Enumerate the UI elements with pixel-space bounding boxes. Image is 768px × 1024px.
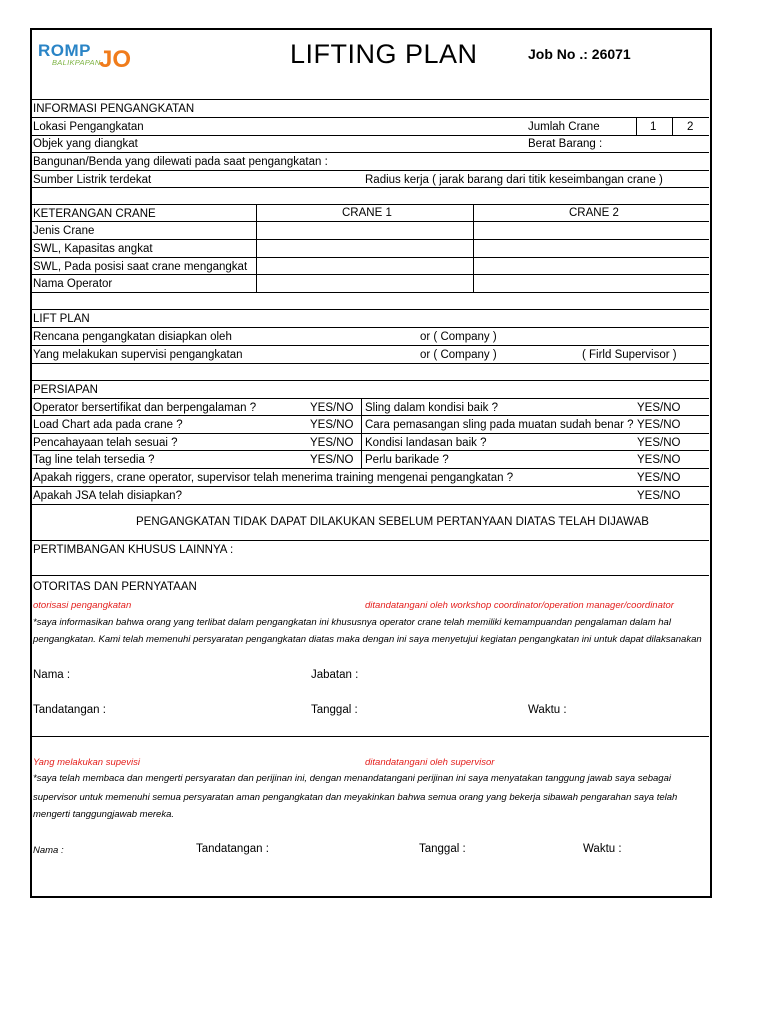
authorization-statement: *saya informasikan bahwa orang yang terlibat dalam pengangkatan ini khususnya operator crane telah memiliki kemampuandan pengalaman dalam hal [33,617,671,628]
checklist-answer[interactable]: YES/NO [310,419,354,431]
company-logo-subtext: BALIKPAPAN [52,58,101,67]
divider [31,309,709,310]
crane-row-label: Jenis Crane [33,225,95,237]
bangunan-label: Bangunan/Benda yang dilewati pada saat pengangkatan : [33,156,328,168]
authorization-statement: pengangkatan. Kami telah memenuhi persyaratan pengangkatan diatas maka dengan ini saya menyetujui kegiatan pengangkatan ini untuk dapat dilaksanakan [33,634,702,645]
checklist-question: Apakah riggers, crane operator, supervisor telah menerima training mengenai pengangkatan ? [33,472,514,484]
crane-heading: KETERANGAN CRANE [33,208,156,220]
crane-1-header: CRANE 1 [342,207,392,219]
divider [473,204,474,292]
divider [31,152,709,153]
warning-notice: PENGANGKATAN TIDAK DAPAT DILAKUKAN SEBELUM PERTANYAAN DIATAS TELAH DIJAWAB [136,516,649,528]
tandatangan-label-2: Tandatangan : [196,843,269,855]
divider [361,398,362,468]
persiapan-heading: PERSIAPAN [33,384,98,396]
checklist-answer[interactable]: YES/NO [310,454,354,466]
crane-2-header: CRANE 2 [569,207,619,219]
nama-label-2: Nama : [33,845,64,856]
page-title: LIFTING PLAN [290,39,478,69]
checklist-answer[interactable]: YES/NO [637,437,681,449]
divider [31,274,709,275]
rencana-company: or ( Company ) [420,331,497,343]
divider [31,345,709,346]
tandatangan-label: Tandatangan : [33,704,106,716]
jumlah-crane-label: Jumlah Crane [528,121,600,133]
divider [31,468,709,469]
rencana-label: Rencana pengangkatan disiapkan oleh [33,331,232,343]
divider [31,170,709,171]
nama-label: Nama : [33,669,71,681]
supervision-statement: *saya telah membaca dan mengerti persyaratan dan perijinan ini, dengan menandatangani perijinan ini saya menyatakan tanggung jawab saya sebagai [33,773,671,784]
job-number: Job No .: 26071 [528,46,631,62]
divider [31,380,709,381]
berat-label: Berat Barang : [528,138,603,150]
radius-label: Radius kerja ( jarak barang dari titik keseimbangan crane ) [365,174,663,186]
divider [31,221,709,222]
jabatan-label: Jabatan : [311,669,359,681]
divider [31,486,709,487]
divider [31,736,709,737]
checklist-answer[interactable]: YES/NO [310,437,354,449]
divider [31,450,709,451]
lokasi-label: Lokasi Pengangkatan [33,121,144,133]
divider [31,292,709,293]
supervision-signer: ditandatangani oleh supervisor [365,757,495,768]
company-logo-accent: JO [99,46,132,73]
checklist-question: Tag line telah tersedia ? [33,454,155,466]
divider [672,117,673,135]
company-logo-text: ROMP [38,41,91,60]
divider [31,504,709,505]
divider [31,575,709,576]
field-supervisor-label: ( Firld Supervisor ) [582,349,677,361]
checklist-question: Operator bersertifikat dan berpengalaman ? [33,402,257,414]
checklist-answer[interactable]: YES/NO [637,454,681,466]
divider [31,327,709,328]
checklist-answer[interactable]: YES/NO [637,472,681,484]
pertimbangan-label: PERTIMBANGAN KHUSUS LAINNYA : [33,544,234,556]
divider [31,135,709,136]
crane-count-option-2[interactable]: 2 [687,121,694,133]
divider [31,433,709,434]
divider [31,187,709,188]
divider [31,363,709,364]
supervisi-label: Yang melakukan supervisi pengangkatan [33,349,243,361]
lift-plan-heading: LIFT PLAN [33,313,90,325]
checklist-question: Load Chart ada pada crane ? [33,419,183,431]
checklist-answer[interactable]: YES/NO [637,490,681,502]
info-heading: INFORMASI PENGANGKATAN [33,103,195,115]
crane-row-label: Nama Operator [33,278,113,290]
checklist-question: Cara pemasangan sling pada muatan sudah benar ? [365,419,634,431]
supervision-label: Yang melakukan supevisi [33,757,141,768]
checklist-question: Apakah JSA telah disiapkan? [33,490,182,502]
checklist-question: Perlu barikade ? [365,454,449,466]
divider [31,540,709,541]
crane-row-label: SWL, Pada posisi saat crane mengangkat [33,261,248,273]
checklist-question: Sling dalam kondisi baik ? [365,402,498,414]
crane-row-label: SWL, Kapasitas angkat [33,243,153,255]
divider [636,117,637,135]
divider [31,204,709,205]
objek-label: Objek yang diangkat [33,138,138,150]
divider [31,257,709,258]
divider [31,415,709,416]
checklist-answer[interactable]: YES/NO [637,402,681,414]
supervision-statement: supervisor untuk memenuhi semua persyaratan aman pengangkatan dan meyakinkan bahwa semua orang yang bekerja sibawah pengarahan saya telah [33,792,678,803]
tanggal-label-2: Tanggal : [419,843,466,855]
crane-count-option-1[interactable]: 1 [650,121,657,133]
waktu-label-2: Waktu : [583,843,622,855]
divider [31,398,709,399]
sumber-listrik-label: Sumber Listrik terdekat [33,174,152,186]
supervisi-company: or ( Company ) [420,349,497,361]
checklist-answer[interactable]: YES/NO [637,419,681,431]
otoritas-heading: OTORITAS DAN PERNYATAAN [33,581,197,593]
divider [256,204,257,292]
divider [31,117,709,118]
authorization-label: otorisasi pengangkatan [33,600,132,611]
tanggal-label: Tanggal : [311,704,358,716]
waktu-label: Waktu : [528,704,567,716]
checklist-answer[interactable]: YES/NO [310,402,354,414]
checklist-question: Kondisi landasan baik ? [365,437,487,449]
divider [31,99,709,100]
supervision-statement: mengerti tanggungjawab mereka. [33,809,175,820]
divider [31,239,709,240]
checklist-question: Pencahayaan telah sesuai ? [33,437,178,449]
authorization-signer: ditandatangani oleh workshop coordinator/operation manager/coordinator [365,600,674,611]
